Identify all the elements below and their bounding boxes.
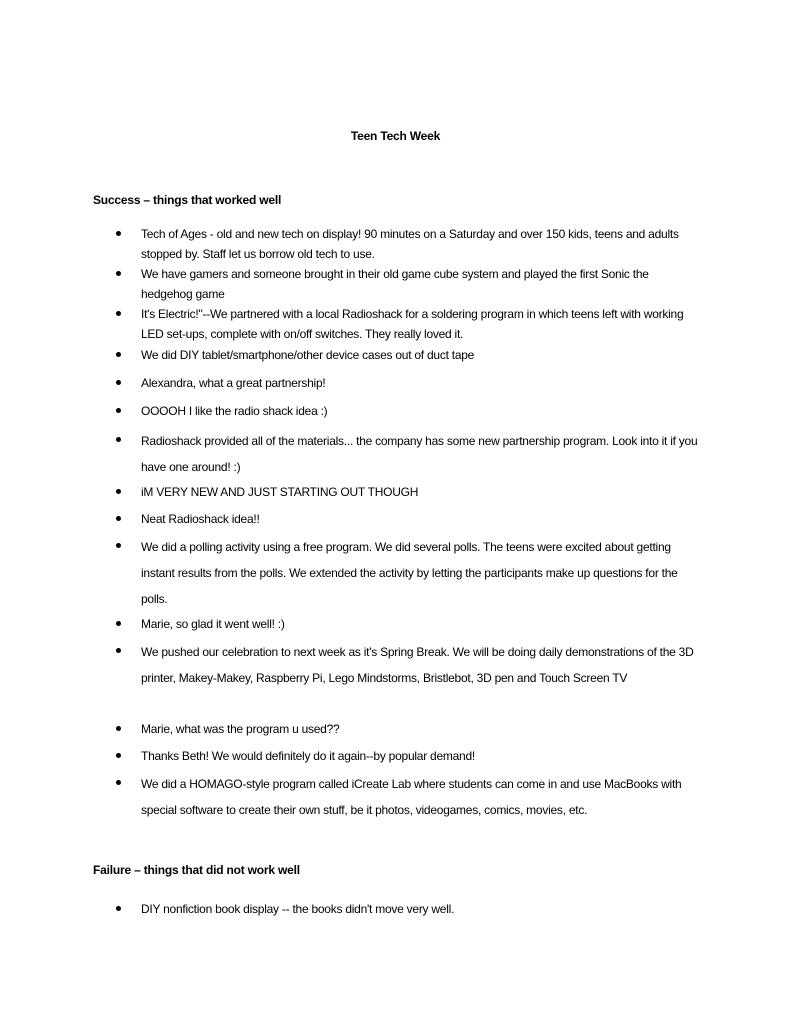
list-item-text: Neat Radioshack idea!!	[141, 512, 260, 526]
list-item	[93, 898, 703, 922]
list-item	[93, 372, 703, 396]
bullet-icon	[116, 906, 121, 911]
bullet-icon	[116, 489, 121, 494]
list-item	[93, 613, 703, 637]
list-item-text: Tech of Ages - old and new tech on display! 90 minutes on a Saturday and over 150 kids, teens and adults stopped by. Staff let us borrow old tech to use.	[141, 227, 679, 261]
bullet-icon	[116, 753, 121, 758]
list-item	[93, 264, 703, 304]
list-item-text: We did DIY tablet/smartphone/other device cases out of duct tape	[141, 348, 475, 362]
list-item-text: Radioshack provided all of the materials... the company has some new partnership program. Look into it if you have one around! :)	[141, 434, 698, 474]
bullet-icon	[116, 621, 121, 626]
bullet-icon	[116, 516, 121, 521]
bullet-icon	[116, 543, 121, 548]
list-item	[93, 508, 703, 532]
list-item-text: OOOOH I like the radio shack idea :)	[141, 404, 328, 418]
bullet-icon	[116, 780, 121, 785]
bullet-icon	[116, 380, 121, 385]
document-title: Teen Tech Week	[350, 129, 441, 143]
list-item-text: Alexandra, what a great partnership!	[141, 376, 326, 390]
list-item	[93, 344, 703, 368]
bullet-icon	[116, 311, 121, 316]
list-item-text: Thanks Beth! We would definitely do it again--by popular demand!	[141, 749, 475, 763]
list-item	[93, 428, 703, 480]
bullet-icon	[116, 726, 121, 731]
list-item-text: DIY nonfiction book display -- the books didn't move very well.	[141, 902, 455, 916]
bullet-icon	[116, 408, 121, 413]
list-item-text: Marie, what was the program u used??	[141, 722, 340, 736]
list-item-text: Marie, so glad it went well! :)	[141, 617, 285, 631]
success-heading: Success – things that worked well	[93, 193, 282, 207]
list-item-text: We pushed our celebration to next week as it's Spring Break. We will be doing daily demonstrations of the 3D printer, Makey-Makey, Raspberry Pi, Lego Mindstorms, Bristlebot, 3D pen and Touch Screen TV	[141, 645, 694, 685]
list-item-text: We did a polling activity using a free program. We did several polls. The teens were excited about getting instant results from the polls. We extended the activity by letting the participants make up questions for the polls.	[141, 540, 678, 606]
list-item	[93, 718, 703, 742]
list-item	[93, 771, 703, 849]
list-item-text: iM VERY NEW AND JUST STARTING OUT THOUGH	[141, 485, 419, 499]
bullet-icon	[116, 271, 121, 276]
list-item	[93, 224, 703, 264]
bullet-icon	[116, 352, 121, 357]
list-item	[93, 534, 703, 612]
bullet-icon	[116, 648, 121, 653]
bullet-icon	[116, 437, 121, 442]
failure-heading: Failure – things that did not work well	[93, 863, 300, 877]
list-item	[93, 304, 703, 344]
list-item-text: We did a HOMAGO-style program called iCreate Lab where students can come in and use MacBooks with special software to create their own stuff, be it photos, videogames, comics, movies, etc.	[141, 777, 682, 817]
list-item	[93, 481, 703, 505]
list-item	[93, 639, 703, 717]
bullet-icon	[116, 231, 121, 236]
list-item	[93, 400, 703, 424]
list-item	[93, 745, 703, 769]
list-item-text: We have gamers and someone brought in their old game cube system and played the first Sonic the hedgehog game	[141, 267, 649, 301]
list-item-text: It's Electric!"--We partnered with a local Radioshack for a soldering program in which teens left with working LED set-ups, complete with on/off switches. They really loved it.	[141, 307, 684, 341]
